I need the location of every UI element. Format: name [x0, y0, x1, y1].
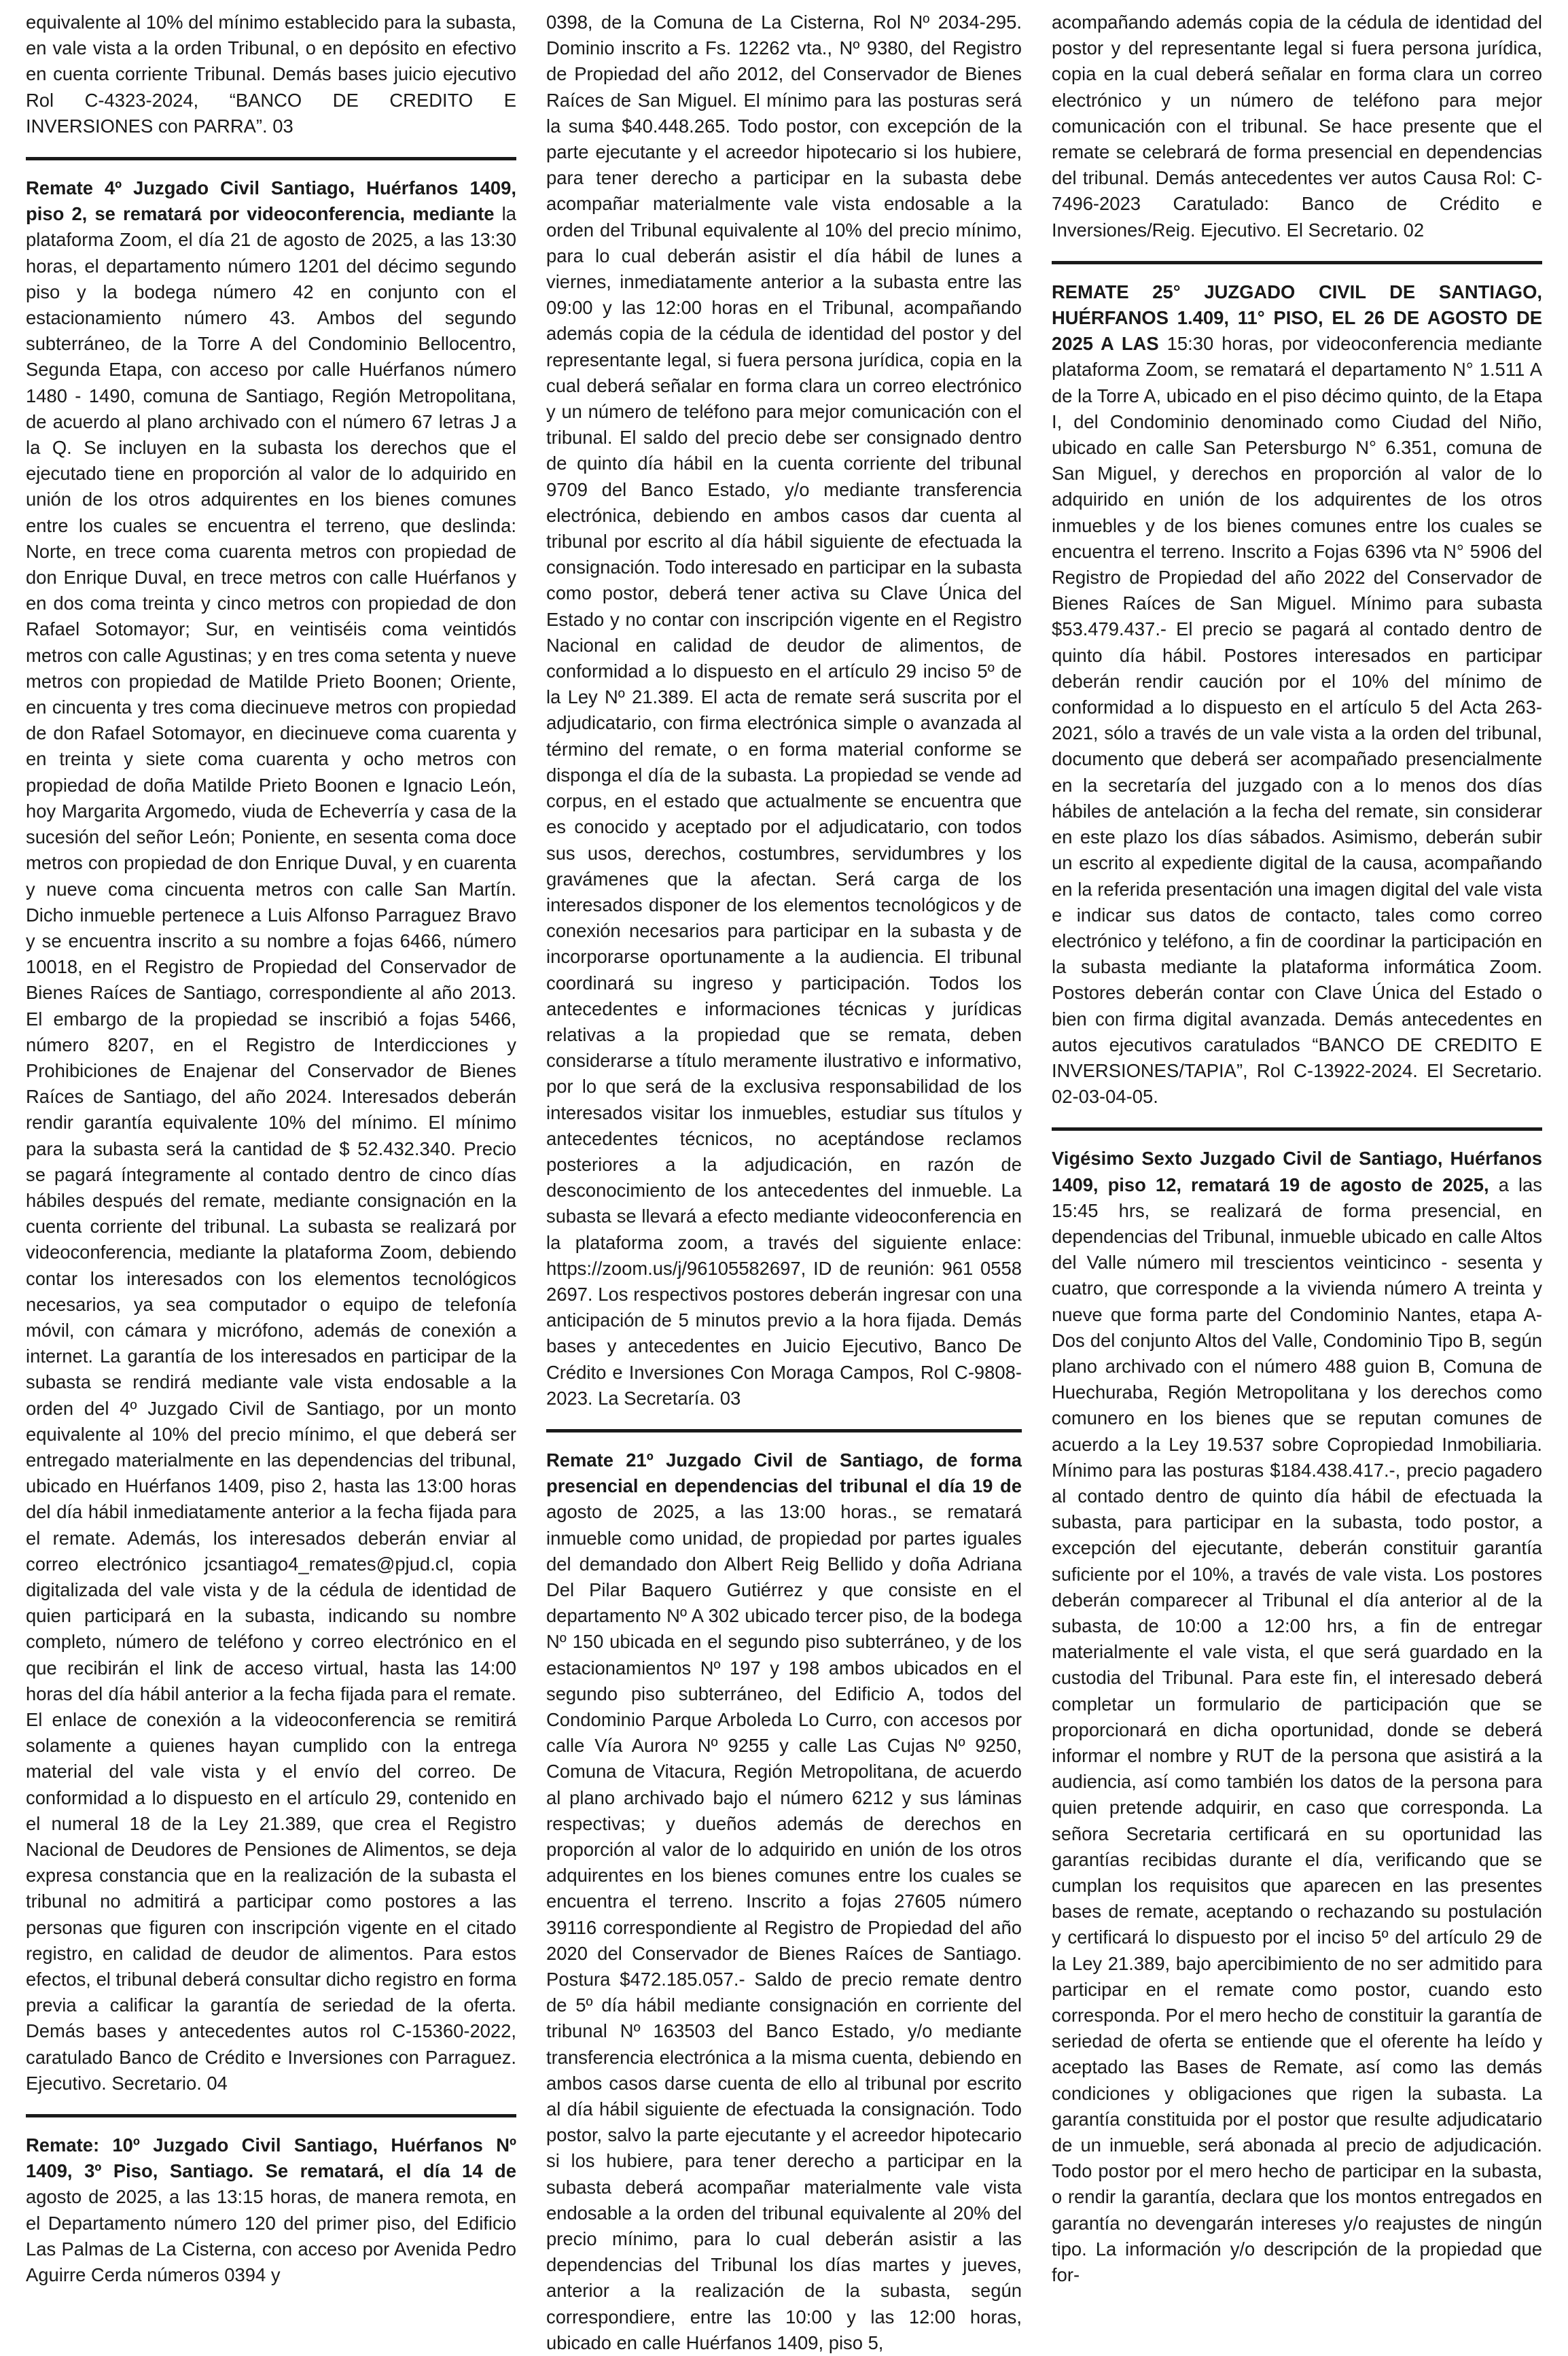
notice-text: [546, 1447, 1022, 2356]
notice-lead: Remate: 10º Juzgado Civil Santiago, Huérfanos Nº 1409, 3º Piso, Santiago. Se rematará, el día 14 de: [26, 2134, 516, 2182]
notice-body: la plataforma Zoom, el día 21 de agosto de 2025, a las 13:30 horas, el departamento número 1201 del décimo segundo piso y la bodega número 42 en conjunto con el estacionamiento número 43. Ambos del segundo subterráneo, de la Torre A del Condominio Bellocentro, Segunda Etapa, con acceso por calle Huérfanos número 1480 - 1490, comuna de Santiago, Región Metropolitana, de acuerdo al plano archivado con el número 67 letras J a la Q. Se incluyen en la subasta los derechos que el ejecutado tiene en proporción al valor de lo adquirido en unión de los otros adquirentes en los bienes comunes entre los cuales se encuentra el terreno, que deslinda: Norte, en trece coma cuarenta metros con propiedad de don Enrique Duval, en trece metros con calle Huérfanos y en dos coma treinta y cinco metros con propiedad de don Rafael Sotomayor; Sur, en veintiséis coma veintidós metros con calle Agustinas; y en tres coma setenta y nueve metros con propiedad de Matilde Prieto Boonen; Oriente, en cincuenta y tres coma diecinueve metros con propiedad de don Rafael Sotomayor, en diecinueve coma cuarenta y en treinta y siete coma cuarenta y ocho metros con propiedad de doña Matilde Prieto Boonen e Ignacio León, hoy Margarita Argomedo, viuda de Echeverría y casa de la sucesión del señor León; Poniente, en sesenta coma doce metros con propiedad de don Enrique Duval, y en cuarenta y nueve coma cincuenta metros con calle San Martín. Dicho inmueble pertenece a Luis Alfonso Parraguez Bravo y se encuentra inscrito a su nombre a fojas 6466, número 10018, en el Registro de Propiedad del Conservador de Bienes Raíces de Santiago, correspondiente al año 2013. El embargo de la propiedad se inscribió a fojas 5466, número 8207, en el Registro de Interdicciones y Prohibiciones de Enajenar del Conservador de Bienes Raíces de Santiago, del año 2024. Interesados deberán rendir garantía equivalente 10% del mínimo. El mínimo para la subasta será la cantidad de $ 52.432.340. Precio se pagará íntegramente al contado dentro de cinco días hábiles después del remate, mediante consignación en la cuenta corriente del tribunal. La subasta se realizará por videoconferencia, mediante la plataforma Zoom, debiendo contar los interesados con los elementos tecnológicos necesarios, ya sea computador o equipo de telefonía móvil, con cámara y micrófono, además de conexión a internet. La garantía de los interesados en participar de la subasta se rendirá mediante vale vista endosable a la orden del 4º Juzgado Civil de Santiago, por un monto equivalente al 10% del precio mínimo, el que deberá ser entregado materialmente en las dependencias del tribunal, ubicado en Huérfanos 1409, piso 2, hasta las 13:00 horas del día hábil inmediatamente anterior a la fecha fijada para el remate. Además, los interesados deberán enviar al correo electrónico jcsantiago4_remates@pjud.cl, copia digitalizada del vale vista y de la cédula de identidad de quien participará en la subasta, indicando su nombre completo, número de teléfono y correo electrónico en el que recibirán el link de acceso virtual, hasta las 14:00 horas del día hábil anterior a la fecha fijada para el remate. El enlace de conexión a la videoconferencia se remitirá solamente a quienes hayan cumplido con la entrega material del vale vista y el envío del correo. De conformidad a lo dispuesto en el artículo 29, contenido en el numeral 18 de la Ley 21.389, que crea el Registro Nacional de Deudores de Pensiones de Alimentos, se deja expresa constancia que en la realización de la subasta el tribunal no admitirá a participar como postores a las personas que figuren con inscripción vigente en el citado registro, en calidad de deudor de alimentos. Para estos efectos, el tribunal deberá consultar dicho registro en forma previa a calificar la garantía de seriedad de la oferta. Demás bases y antecedentes autos rol C-15360-2022, caratulado Banco de Crédito e Inversiones con Parraguez. Ejecutivo. Secretario. 04: [26, 203, 516, 2094]
notice-lead: REMATE 25° JUZGADO CIVIL DE SANTIAGO, HUÉRFANOS 1.409, 11° PISO, EL 26 DE AGOSTO DE 2025 A LAS: [1052, 281, 1542, 355]
column-1: [26, 10, 531, 2286]
notice-lead: Remate 4º Juzgado Civil Santiago, Huérfanos 1409, piso 2, se rematará por videoconferencia, mediante: [26, 177, 516, 225]
notice-remate-21-juzgado: [546, 1447, 1022, 2356]
notice-text: [1052, 10, 1542, 243]
notice-divider: [26, 157, 516, 160]
notice-text: [546, 10, 1022, 1411]
notice-lead: Vigésimo Sexto Juzgado Civil de Santiago, Huérfanos 1409, piso 12, rematará 19 de agosto de 2025,: [1052, 1148, 1542, 1195]
notice-divider: [26, 2114, 516, 2117]
notice-body: acompañando además copia de la cédula de identidad del postor y del representante legal si fuera persona jurídica, copia en la cual deberá señalar en forma clara un correo electrónico y un número de teléfono para mejor comunicación con el tribunal. Se hace presente que el remate se celebrará de forma presencial en dependencias del tribunal. Demás antecedentes ver autos Causa Rol: C-7496-2023 Caratulado: Banco de Crédito e Inversiones/Reig. Ejecutivo. El Secretario. 02: [1052, 12, 1542, 241]
notice-remate-26-juzgado: [1052, 1146, 1542, 2288]
notice-divider: [1052, 261, 1542, 264]
notice-body: 0398, de la Comuna de La Cisterna, Rol Nº 2034-295. Dominio inscrito a Fs. 12262 vta., Nº 9380, del Registro de Propiedad del año 2012, del Conservador de Bienes Raíces de San Miguel. El mínimo para las posturas será la suma $40.448.265. Todo postor, con excepción de la parte ejecutante y el acreedor hipotecario si los hubiere, para tener derecho a participar en la subasta debe acompañar materialmente vale vista endosable a la orden del Tribunal equivalente al 10% del precio mínimo, para lo cual deberán asistir el día hábil de lunes a viernes, inmediatamente anterior a la subasta entre las 09:00 y las 12:00 horas en el Tribunal, acompañando además copia de la cédula de identidad del postor y del representante legal, si fuera persona jurídica, copia en la cual deberá señalar en forma clara un correo electrónico y un número de teléfono para mejor comunicación con el tribunal. El saldo del precio debe ser consignado dentro de quinto día hábil en la cuenta corriente del tribunal 9709 del Banco Estado, y/o mediante transferencia electrónica, debiendo en ambos casos dar cuenta al tribunal por escrito al día hábil siguiente de efectuada la consignación. Todo interesado en participar en la subasta como postor, deberá tener activa su Clave Única del Estado y no contar con inscripción vigente en el Registro Nacional en calidad de deudor de alimentos, de conformidad a lo dispuesto en el artículo 29 inciso 5º de la Ley Nº 21.389. El acta de remate será suscrita por el adjudicatario, con firma electrónica simple o avanzada al término del remate, o en forma material conforme se disponga el día de la subasta. La propiedad se vende ad corpus, en el estado que actualmente se encuentra que es conocido y aceptado por el adjudicatario, con todos sus usos, derechos, costumbres, servidumbres y los gravámenes que la afectan. Será carga de los interesados disponer de los elementos tecnológicos y de conexión necesarios para participar en la subasta y de incorporarse oportunamente a la audiencia. El tribunal coordinará su ingreso y participación. Todos los antecedentes e informaciones técnicas y jurídicas relativas a la propiedad que se remata, deben considerarse a título meramente ilustrativo e informativo, por lo que será de la exclusiva responsabilidad de los interesados visitar los inmuebles, estudiar sus títulos y antecedentes técnicos, no aceptándose reclamos posteriores a la adjudicación, en razón de desconocimiento de los antecedentes del inmueble. La subasta se llevará a efecto mediante videoconferencia en la plataforma zoom, a través del siguiente enlace: https://zoom.us/j/96105582697, ID de reunión: 961 0558 2697. Los respectivos postores deberán ingresar con una anticipación de 5 minutos previo a la hora fijada. Demás bases y antecedentes en Juicio Ejecutivo, Banco De Crédito e Inversiones Con Moraga Campos, Rol C-9808-2023. La Secretaría. 03: [546, 12, 1022, 1409]
notice-text: [26, 2132, 516, 2288]
notice-body: 15:30 horas, por videoconferencia mediante plataforma Zoom, se rematará el departamento N° 1.511 A de la Torre A, ubicado en el piso décimo quinto, de la Etapa I, del Condominio denominado como Ciudad del Niño, ubicado en calle San Petersburgo N° 6.351, comuna de San Miguel, y derechos en proporción al valor de lo adquirido en unión de los adquirentes de los otros inmuebles y de los bienes comunes entre los cuales se encuentra el terreno. Inscrito a Fojas 6396 vta N° 5906 del Registro de Propiedad del año 2022 del Conservador de Bienes Raíces de San Miguel. Mínimo para subasta $53.479.437.- El precio se pagará al contado dentro de quinto día hábil. Postores interesados en participar deberán rendir caución por el 10% del mínimo de conformidad a lo dispuesto en el artículo 5 del Acta 263-2021, sólo a través de un vale vista a la orden del tribunal, documento que deberá ser acompañado presencialmente en la secretaría del juzgado con a lo menos dos días hábiles de antelación a la fecha del remate, sin considerar en este plazo los días sábados. Asimismo, deberán subir un escrito al expediente digital de la causa, acompañando en la referida presentación una imagen digital del vale vista e indicar sus datos de contacto, tales como correo electrónico y teléfono, a fin de coordinar la participación en la subasta mediante la plataforma informática Zoom. Postores deberán contar con Clave Única del Estado o bien con firma digital avanzada. Demás antecedentes en autos ejecutivos caratulados “BANCO DE CREDITO E INVERSIONES/TAPIA”, Rol C-13922-2024. El Secretario. 02-03-04-05.: [1052, 333, 1542, 1108]
notice-body: agosto de 2025, a las 13:15 horas, de manera remota, en el Departamento número 120 del primer piso, del Edificio Las Palmas de La Cisterna, con acceso por Avenida Pedro Aguirre Cerda números 0394 y: [26, 2186, 516, 2286]
notice-text: [26, 10, 516, 139]
column-3: [1037, 10, 1542, 2286]
notice-remate-25-juzgado: [1052, 279, 1542, 1110]
notice-divider: [546, 1429, 1022, 1432]
notice-text: [1052, 279, 1542, 1110]
notice-continuation: [26, 10, 516, 139]
notice-divider: [1052, 1127, 1542, 1131]
notice-text: [1052, 1146, 1542, 2288]
notice-body: agosto de 2025, a las 13:00 horas., se rematará inmueble como unidad, de propiedad por partes iguales del demandado don Albert Reig Bellido y doña Adriana Del Pilar Baquero Gutiérrez y que consiste en el departamento Nº A 302 ubicado tercer piso, de la bodega Nº 150 ubicada en el segundo piso subterráneo, y de los estacionamientos Nº 197 y 198 ambos ubicados en el segundo piso subterráneo, del Edificio A, todos del Condominio Parque Arboleda Lo Curro, con accesos por calle Vía Aurora Nº 9255 y calle Las Cujas Nº 9250, Comuna de Vitacura, Región Metropolitana, de acuerdo al plano archivado bajo el número 6212 y sus láminas respectivas; y dueños además de derechos en proporción al valor de lo adquirido en unión de los otros adquirentes en los bienes comunes entre los cuales se encuentra el terreno. Inscrito a fojas 27605 número 39116 correspondiente al Registro de Propiedad del año 2020 del Conservador de Bienes Raíces de Santiago. Postura $472.185.057.- Saldo de precio remate dentro de 5º día hábil mediante consignación en corriente del tribunal Nº 163503 del Banco Estado, y/o mediante transferencia electrónica a la misma cuenta, debiendo en ambos casos darse cuenta de ello al tribunal por escrito al día hábil siguiente de efectuada la consignación. Todo postor, salvo la parte ejecutante y el acreedor hipotecario si los hubiere, para tener derecho a participar en la subasta deberá acompañar materialmente vale vista endosable a la orden del tribunal equivalente al 20% del precio mínimo, para lo cual deberán asistir a las dependencias del Tribunal los días martes y jueves, anterior a la realización de la subasta, según correspondiere, entre las 10:00 y las 12:00 horas, ubicado en calle Huérfanos 1409, piso 5,: [546, 1501, 1022, 2353]
notice-body: a las 15:45 hrs, se realizará de forma presencial, en dependencias del Tribunal, inmueble ubicado en calle Altos del Valle número mil trescientos veinticinco - sesenta y cuatro, que corresponde a la vivienda número A treinta y nueve que forma parte del Condominio Nantes, etapa A- Dos del conjunto Altos del Valle, Condominio Tipo B, según plano archivado con el número 488 guion B, Comuna de Huechuraba, Región Metropolitana y los derechos como comunero en los bienes que se reputan comunes de acuerdo a la Ley 19.537 sobre Copropiedad Inmobiliaria. Mínimo para las posturas $184.438.417.-, precio pagadero al contado dentro de quinto día hábil de efectuada la subasta, para participar en la subasta, todo postor, a excepción del ejecutante, deberán constituir garantía suficiente por el 10%, a través de vale vista. Los postores deberán comparecer al Tribunal el día anterior al de la subasta, de 10:00 a 12:00 hrs, a fin de entregar materialmente el vale vista, el que será guardado en la custodia del Tribunal. Para este fin, el interesado deberá completar un formulario de participación que se proporcionará en dicha oportunidad, donde se deberá informar el nombre y RUT de la persona que asistirá a la audiencia, así como también los datos de la persona para quien pretende adquirir, en caso que corresponda. La señora Secretaria certificará en su oportunidad las garantías recibidas durante el día, verificando que se cumplan los requisitos que aparecen en las presentes bases de remate, aceptando o rechazando su postulación y certificará lo dispuesto por el inciso 5º del artículo 29 de la Ley 21.389, bajo apercibimiento de no ser admitido para participar en el remate como postor, cuando esto corresponda. Por el mero hecho de constituir la garantía de seriedad de oferta se entiende que el oferente ha leído y aceptado las Bases de Remate, así como las demás condiciones y obligaciones que rigen la subasta. La garantía constituida por el postor que resulte adjudicatario de un inmueble, será abonada al precio de adjudicación. Todo postor por el mero hecho de participar en la subasta, o rendir la garantía, declara que los montos entregados en garantía no devengarán intereses y/o reajustes de ningún tipo. La información y/o descripción de la propiedad que for-: [1052, 1174, 1542, 2286]
notice-text: [26, 175, 516, 2096]
notice-remate-4-juzgado: [26, 175, 516, 2096]
notice-continuation: [546, 10, 1022, 1411]
notice-lead: Remate 21º Juzgado Civil de Santiago, de forma presencial en dependencias del tribunal el día 19 de: [546, 1449, 1022, 1497]
notice-continuation: [1052, 10, 1542, 243]
notice-body: equivalente al 10% del mínimo establecido para la subasta, en vale vista a la orden Tribunal, o en depósito en efectivo en cuenta corriente Tribunal. Demás bases juicio ejecutivo Rol C-4323-2024, “BANCO DE CREDITO E INVERSIONES con PARRA”. 03: [26, 12, 516, 137]
column-2: [531, 10, 1037, 2353]
notice-remate-10-juzgado: [26, 2132, 516, 2288]
